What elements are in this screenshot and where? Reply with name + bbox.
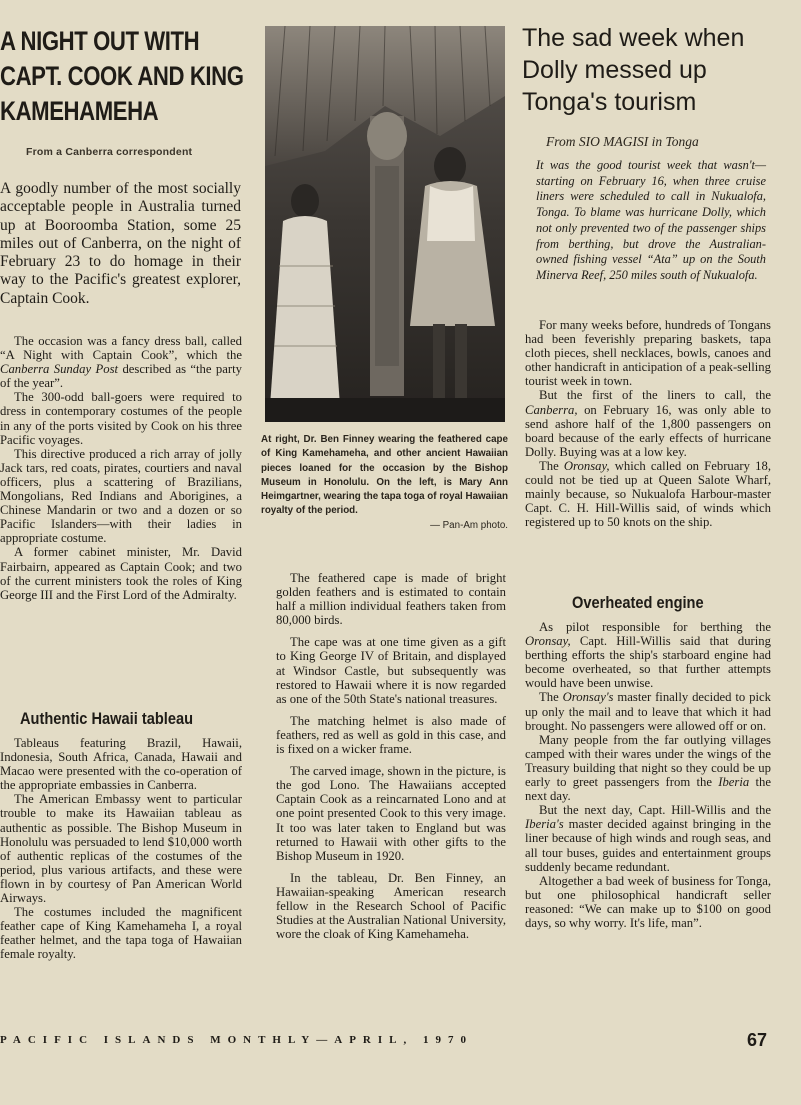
article2-body-part1 (525, 318, 771, 529)
subhead-engine: Overheated engine (572, 593, 704, 612)
paragraph: Tableaus featuring Brazil, Hawaii, Indonesia, South Africa, Canada, Hawaii and Macao were presented with the co-operation of the appropriate embassies in Canberra. (0, 736, 242, 793)
paragraph: The costumes included the magnificent feather cape of King Kamehameha I, a royal feather helmet, and the tapa toga of Hawaiian female royalty. (0, 905, 242, 962)
headline-cook: A NIGHT OUT WITH CAPT. COOK AND KING KAMEHAMEHA (0, 26, 244, 126)
paragraph: The cape was at one time given as a gift to King George IV of Britain, and displayed at Windsor Castle, but subsequently was restored to Hawaii where it is now regarded as one of the 50th State's national treasures. (276, 635, 506, 706)
paragraph: The Oronsay's master finally decided to pick up only the mail and to leave that which it had brought. No passengers were allowed off or on. (525, 690, 771, 733)
paragraph: The 300-odd ball-goers were required to dress in contemporary costumes of the people in any of the ports visited by Cook on his three Pacific voyages. (0, 390, 242, 447)
page-number: 67 (747, 1030, 768, 1050)
article1-body-part1 (0, 334, 242, 602)
paragraph: A former cabinet minister, Mr. David Fairbairn, appeared as Captain Cook; and two of the current ministers took the roles of King George III and the First Lord of the Admiralty. (0, 545, 242, 602)
paragraph: The American Embassy went to particular trouble to make its Hawaiian tableau as authentic as possible. The Bishop Museum in Honolulu was persuaded to lend $10,000 worth of authentic replicas of the costumes of the period, plus various artifacts, and these were flown in by courtesy of Pan American World Airways. (0, 792, 242, 906)
photo-illustration (265, 26, 505, 422)
paragraph: The feathered cape is made of bright golden feathers and is estimated to contain half a million individual feathers taken from 80,000 birds. (276, 571, 506, 628)
paragraph: For many weeks before, hundreds of Tongans had been feverishly preparing baskets, tapa cloth pieces, shell necklaces, bowls, canoes and other handicraft in anticipation of a peak-selling tourist week in town. (525, 318, 771, 389)
paragraph: Altogether a bad week of business for Tonga, but one philosophical handicraft seller reasoned: “We can make up to $100 on good days, so why worry. It's life, man”. (525, 873, 771, 930)
byline-tonga: From SIO MAGISI in Tonga (546, 134, 699, 149)
subhead-hawaii: Authentic Hawaii tableau (20, 709, 194, 728)
paragraph: But the first of the liners to call, the Canberra, on February 16, was only able to send ashore half of the 1,800 passengers on board because of the early effects of hurricane Dolly. Buying was at a low key. (525, 388, 771, 459)
paragraph: Many people from the far outlying villages camped with their wares under the wings of the Treasury building that night so they could be up early to greet passengers from the Iberia the next day. (525, 732, 771, 804)
paragraph: This directive produced a rich array of jolly Jack tars, red coats, pirates, courtiers and naval officers, plus a scattering of Brazilians, Mongolians, Red Indians and Aborigines, a Chinese Mandarin or two and a dozen or so Pacific Islanders—with their ladies in appropriate costume. (0, 446, 242, 546)
byline-canberra: From a Canberra correspondent (26, 146, 193, 158)
article2-body-part2 (525, 620, 771, 930)
paragraph: As pilot responsible for berthing the Oronsay, Capt. Hill-Willis said that during berthing efforts the ship's starboard engine had become overheated, so that further attempts would have been unwise. (525, 620, 771, 691)
paragraph: The occasion was a fancy dress ball, called “A Night with Captain Cook”, which the Canberra Sunday Post described as “the party of the year”. (0, 334, 242, 391)
photo-caption: At right, Dr. Ben Finney wearing the feathered cape of King Kamehameha, and other ancient Hawaiian pieces loaned for the occasion by the Bishop Museum in Honolulu. On the left, is Mary Ann Heimgartner, wearing the tapa toga of royal Hawaiian royalty of the period. — Pan-Am photo. (261, 433, 508, 533)
paragraph: In the tableau, Dr. Ben Finney, an Hawaiian-speaking American research fellow in the Research School of Pacific Studies at the Australian National University, wore the cloak of King Kamehameha. (276, 870, 506, 942)
lead-paragraph: A goodly number of the most socially acceptable people in Australia turned up at Booroomba Station, some 25 miles out of Canberra, on the night of February 23 to do homage in their way to the Pacific's greatest explorer, Captain Cook. (0, 180, 241, 307)
paragraph: The Oronsay, which called on February 18, could not be tied up at Queen Salote Wharf, mainly because, so Nukualofa Harbour-master Capt. C. H. Hill-Willis said, of winds which registered up to 50 knots on the ship. (525, 458, 771, 530)
masthead-footer: PACIFIC ISLANDS MONTHLY—APRIL, 1970 (0, 1034, 473, 1046)
paragraph: But the next day, Capt. Hill-Willis and the Iberia's master decided against bringing in the liner because of high winds and rough seas, and all tour buses, guides and entertainment groups suddenly became redundant. (525, 803, 771, 874)
paragraph: The matching helmet is also made of feathers, red as well as gold in this case, and is fixed on a wicker frame. (276, 713, 506, 757)
headline-tonga: The sad week when Dolly messed up Tonga's tourism (522, 24, 745, 116)
article1-body-part2 (0, 736, 242, 962)
photo-credit: — Pan-Am photo. (430, 519, 508, 531)
hawaiian-costume-photo (265, 26, 505, 422)
article1-body-part3 (276, 571, 506, 949)
intro-paragraph: It was the good tourist week that wasn't—starting on February 16, when three cruise liners were scheduled to call in Nukualofa, Tonga. To blame was hurricane Dolly, which not only prevented two of the passenger ships from berthing, but drove the Australian-owned fishing vessel “Ata” up on the South Minerva Reef, 250 miles south of Nukualofa. (536, 158, 766, 282)
paragraph: The carved image, shown in the picture, is the god Lono. The Hawaiians accepted Captain Cook as a reincarnated Lono and at one point presented Cook to this very image. It too was later taken to England but was returned to Hawaii with other gifts to the Bishop Museum in 1920. (276, 764, 506, 863)
